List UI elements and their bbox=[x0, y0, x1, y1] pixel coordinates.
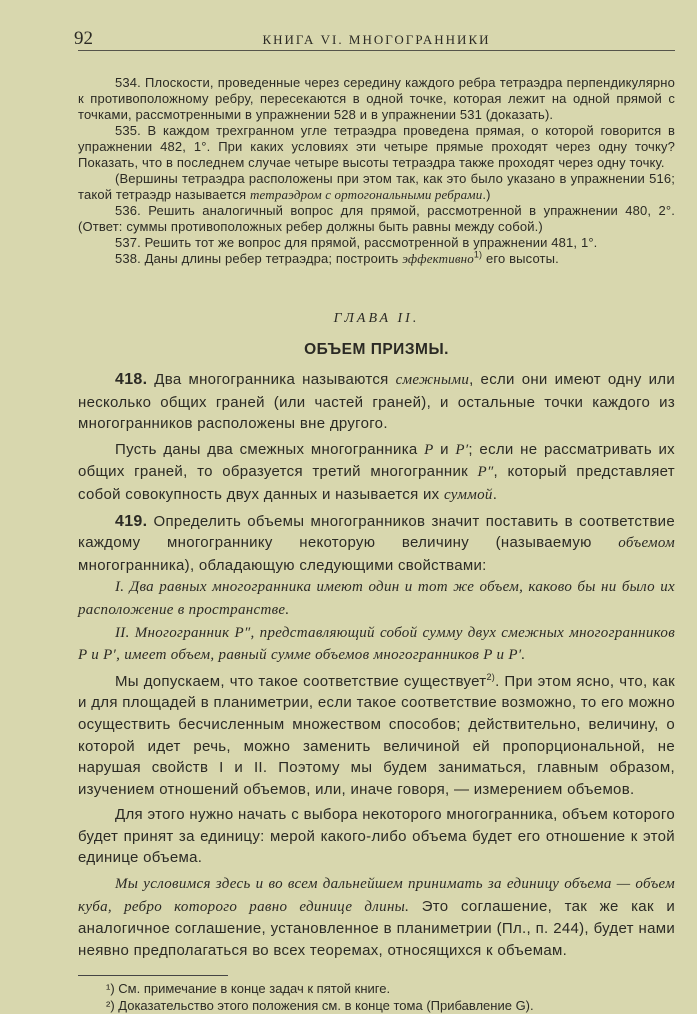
text-run: II. Многогранник P″, представляющий собой сумму двух смежных многогранников P и P′, имеет объем, равный сумме объемов многогранников P и P′. bbox=[78, 624, 675, 664]
text-run: P″ bbox=[477, 464, 494, 481]
text-run: тетраэдром с ортогональными ребрами bbox=[250, 187, 483, 202]
text-run: I. Два равных многогранника имеют один и тот же объем, каково бы ни было их расположение в пространстве. bbox=[78, 579, 675, 618]
text-run: суммой bbox=[443, 486, 493, 503]
text-run: . bbox=[492, 485, 498, 503]
paragraph bbox=[78, 804, 675, 869]
exercise bbox=[78, 235, 675, 251]
text-run: смежными bbox=[395, 372, 470, 388]
exercise bbox=[78, 251, 675, 267]
text-run: эффективно bbox=[402, 251, 474, 266]
page-header bbox=[74, 28, 675, 51]
running-title: КНИГА VI. МНОГОГРАННИКИ bbox=[262, 32, 491, 47]
text-run: .) bbox=[482, 187, 491, 202]
exercise bbox=[78, 75, 675, 123]
exercise bbox=[78, 171, 675, 203]
text-run: и bbox=[433, 440, 456, 458]
footnote-ref: 1) bbox=[473, 249, 483, 260]
footnote: ¹) См. примечание в конце задач к пятой книге. bbox=[106, 981, 391, 997]
text-run: 534. Плоскости, проведенные через середину каждого ребра тетраэдра перпендикулярно к противоположному ребру, пересекаются в одной точке, которая лежит на одной прямой с точками, рассмотренными в упражнении 528 и в упражнении 531 (доказать). bbox=[78, 75, 675, 122]
text-run: 536. Решить аналогичный вопрос для прямой, рассмотренной в упражнении 480, 2°. (Ответ: суммы противоположных ребер должны быть равны между собой.) bbox=[78, 203, 675, 234]
exercise bbox=[78, 123, 675, 171]
footnote-ref: 2) bbox=[486, 671, 496, 682]
footnote-divider bbox=[78, 975, 228, 976]
book-page bbox=[74, 28, 676, 1014]
text-run: Пусть даны два смежных многогранника bbox=[115, 440, 425, 458]
text-run: Для этого нужно начать с выбора некоторого многогранника, объем которого будет принят за единицу: мерой какого-либо объема будет его отношение к этой единице объема. bbox=[78, 806, 675, 867]
paragraph bbox=[78, 873, 675, 961]
text-run: 538. Даны длины ребер тетраэдра; построить bbox=[115, 251, 403, 266]
chapter-body bbox=[78, 369, 675, 961]
exercises-section bbox=[78, 75, 675, 267]
text-run: его высоты. bbox=[482, 251, 559, 266]
text-run: Это соглашение, так же как и аналогичное соглашение, установленное в планиметрии (Пл., п. 244), будет нами неявно предполагаться во всех теоремах, относящихся к объемам. bbox=[78, 897, 676, 959]
text-run: Два многогранника называются bbox=[147, 371, 396, 388]
paragraph bbox=[78, 439, 675, 507]
section-number: 418. bbox=[115, 371, 148, 388]
text-run: P′ bbox=[455, 441, 469, 458]
paragraph bbox=[78, 576, 675, 621]
text-run: Определить объемы многогранников значит поставить в соответствие каждому многограннику некоторую величину (называемую bbox=[78, 512, 675, 552]
footnotes bbox=[78, 980, 675, 1014]
text-run: , который представляет собой совокупность двух данных и называется их bbox=[78, 463, 675, 503]
text-run: многогранника), обладающую следующими свойствами: bbox=[78, 556, 487, 574]
text-run: объемом bbox=[618, 535, 675, 552]
paragraph bbox=[78, 622, 675, 667]
paragraph bbox=[78, 511, 675, 577]
section-number: 419. bbox=[115, 512, 148, 530]
text-run: , если они имеют одну или несколько общих граней (или частей граней), и остальные точки каждого из многогранников расположены вне другого. bbox=[78, 371, 675, 433]
text-run: 537. Решить тот же вопрос для прямой, рассмотренной в упражнении 481, 1°. bbox=[115, 235, 598, 250]
chapter-label: ГЛАВА II. bbox=[333, 311, 420, 326]
page-number: 92 bbox=[74, 28, 93, 49]
exercise bbox=[78, 203, 675, 235]
footnote: ²) Доказательство этого положения см. в конце тома (Прибавление G). bbox=[106, 998, 534, 1014]
paragraph bbox=[78, 671, 675, 801]
text-run: ; если не рассматривать их общих граней, то образуется третий многогранник bbox=[78, 440, 675, 481]
text-run: Мы допускаем, что такое соответствие существует bbox=[115, 672, 487, 690]
paragraph bbox=[78, 369, 675, 435]
text-run: P bbox=[424, 441, 434, 458]
text-run: (Вершины тетраэдра расположены при этом так, как это было указано в упражнении 516; такой тетраэдр называется bbox=[78, 171, 675, 202]
text-run: Мы условимся здесь и во всем дальнейшем принимать за единицу объема — объем куба, ребро которого равно единице длины. bbox=[78, 876, 675, 915]
text-run: 535. В каждом трехгранном угле тетраэдра проведена прямая, о которой говорится в упражнении 482, 1°. При каких условиях эти четыре прямые проходят через одну точку? Показать, что в последнем случае четыре высоты тетраэдра также проходят через одну точку. bbox=[78, 123, 675, 170]
chapter-title: ОБЪЕМ ПРИЗМЫ. bbox=[304, 341, 449, 358]
text-run: . При этом ясно, что, как и для площадей в планиметрии, если такое соответствие возможно, то его можно осуществить бесчисленным множеством способов; действительно, величину, о которой идет речь, можно заменить величиной ей пропорциональной, не нарушая свойств I и II. Поэтому мы будем заниматься, главным образом, изучением отношений объемов, или, иначе говоря, — измерением объемов. bbox=[78, 672, 675, 798]
